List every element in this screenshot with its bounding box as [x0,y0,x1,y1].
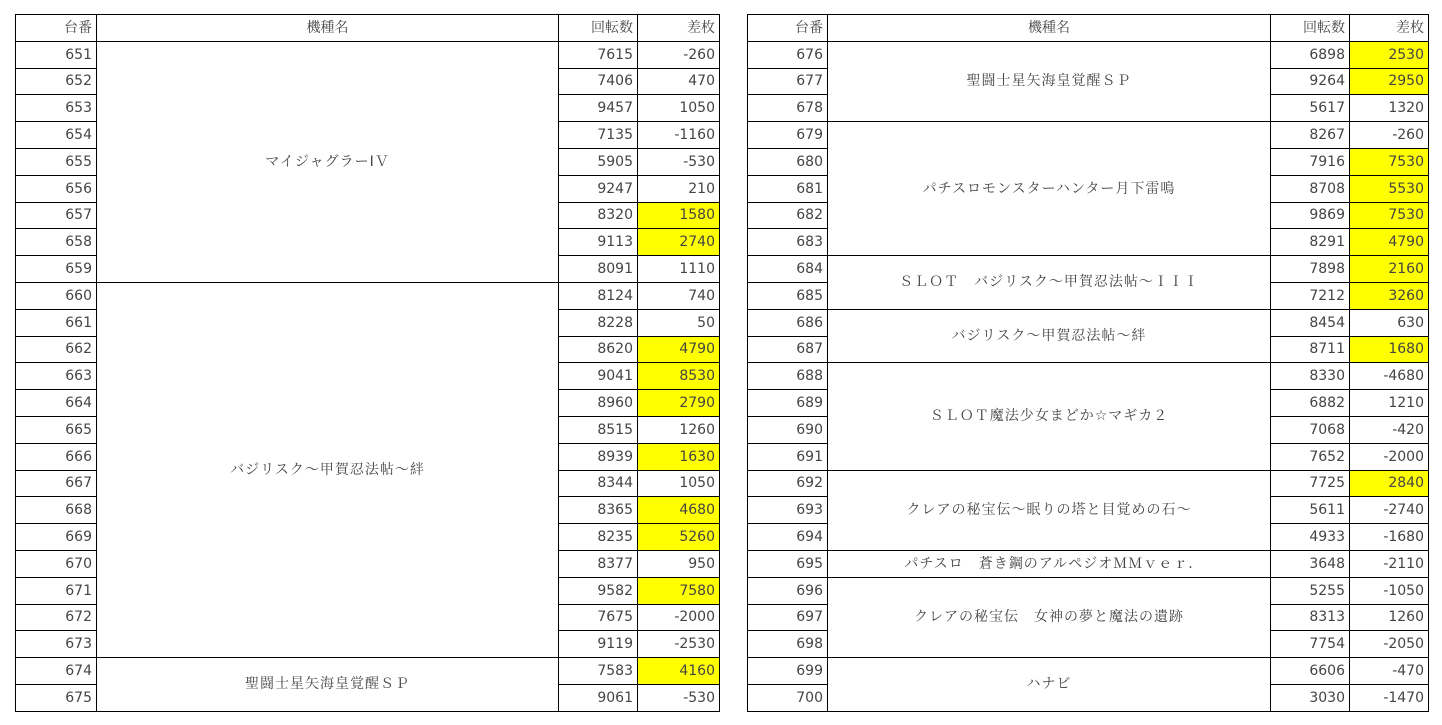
coin-diff-highlighted: 8530 [638,363,720,390]
coin-diff-highlighted: 2160 [1350,256,1429,283]
unit-header: 台番 [748,15,828,42]
diff-header: 差枚 [638,15,720,42]
spin-count: 7406 [559,68,638,95]
spin-count: 8267 [1271,122,1350,149]
spin-count: 9061 [559,684,638,711]
unit-number: 657 [16,202,97,229]
table-row [16,41,720,68]
unit-number: 674 [16,658,97,685]
spin-count: 8124 [559,282,638,309]
unit-number: 667 [16,470,97,497]
coin-diff-highlighted: 4790 [638,336,720,363]
table-row [748,363,1429,390]
unit-number: 697 [748,604,828,631]
spin-count: 5617 [1271,95,1350,122]
spin-count: 7583 [559,658,638,685]
coin-diff-highlighted: 1680 [1350,336,1429,363]
unit-number: 689 [748,390,828,417]
machine-name: ＳＬＯＴ バジリスク～甲賀忍法帖～ＩＩＩ [828,256,1271,310]
spin-count: 8620 [559,336,638,363]
coin-diff: -2530 [638,631,720,658]
spin-count: 8711 [1271,336,1350,363]
coin-diff-highlighted: 7530 [1350,202,1429,229]
spin-count: 8365 [559,497,638,524]
spin-count: 6898 [1271,41,1350,68]
spin-count: 8313 [1271,604,1350,631]
spin-count: 9869 [1271,202,1350,229]
unit-number: 679 [748,122,828,149]
spin-count: 9247 [559,175,638,202]
spin-count: 7675 [559,604,638,631]
coin-diff-highlighted: 2740 [638,229,720,256]
spin-count: 8515 [559,416,638,443]
spin-count: 6882 [1271,390,1350,417]
unit-number: 658 [16,229,97,256]
machine-name: バジリスク～甲賀忍法帖～絆 [828,309,1271,363]
coin-diff: 1110 [638,256,720,283]
unit-number: 668 [16,497,97,524]
coin-diff-highlighted: 4680 [638,497,720,524]
unit-number: 663 [16,363,97,390]
coin-diff: -2000 [1350,443,1429,470]
spin-count: 3030 [1271,684,1350,711]
table-row [748,309,1429,336]
unit-number: 659 [16,256,97,283]
unit-number: 670 [16,550,97,577]
table-row [748,41,1429,68]
coin-diff-highlighted: 5260 [638,524,720,551]
spin-count: 8344 [559,470,638,497]
coin-diff-highlighted: 4790 [1350,229,1429,256]
spins-header: 回転数 [1271,15,1350,42]
coin-diff: -1470 [1350,684,1429,711]
unit-number: 661 [16,309,97,336]
unit-number: 666 [16,443,97,470]
table-row [748,658,1429,685]
unit-number: 686 [748,309,828,336]
unit-number: 682 [748,202,828,229]
coin-diff: 740 [638,282,720,309]
coin-diff: 50 [638,309,720,336]
machine-name: パチスロ 蒼き鋼のアルペジオＭＭｖｅｒ. [828,550,1271,577]
header-row [16,15,720,42]
coin-diff: -260 [638,41,720,68]
spin-count: 7754 [1271,631,1350,658]
coin-diff-highlighted: 5530 [1350,175,1429,202]
unit-number: 688 [748,363,828,390]
machine-name: ハナビ [828,658,1271,712]
coin-diff-highlighted: 7530 [1350,148,1429,175]
coin-diff: 210 [638,175,720,202]
spin-count: 5611 [1271,497,1350,524]
unit-number: 669 [16,524,97,551]
coin-diff: 1260 [1350,604,1429,631]
unit-number: 690 [748,416,828,443]
spin-count: 8708 [1271,175,1350,202]
spin-count: 6606 [1271,658,1350,685]
machine-name: 聖闘士星矢海皇覚醒ＳＰ [97,658,559,712]
coin-diff: 630 [1350,309,1429,336]
unit-number: 664 [16,390,97,417]
spin-count: 8320 [559,202,638,229]
coin-diff: 470 [638,68,720,95]
machine-name: 聖闘士星矢海皇覚醒ＳＰ [828,41,1271,121]
model-header: 機種名 [828,15,1271,42]
unit-number: 660 [16,282,97,309]
coin-diff: -2050 [1350,631,1429,658]
spin-count: 7068 [1271,416,1350,443]
machine-name: クレアの秘宝伝 女神の夢と魔法の遺跡 [828,577,1271,657]
coin-diff-highlighted: 1630 [638,443,720,470]
model-header: 機種名 [97,15,559,42]
unit-number: 655 [16,148,97,175]
coin-diff: 1050 [638,470,720,497]
machine-name: クレアの秘宝伝～眠りの塔と目覚めの石～ [828,470,1271,550]
table-row [748,256,1429,283]
coin-diff: -1050 [1350,577,1429,604]
spin-count: 7652 [1271,443,1350,470]
spin-count: 7212 [1271,282,1350,309]
spin-count: 7898 [1271,256,1350,283]
coin-diff-highlighted: 2530 [1350,41,1429,68]
machine-name: バジリスク～甲賀忍法帖～絆 [97,282,559,657]
spin-count: 5255 [1271,577,1350,604]
spin-count: 3648 [1271,550,1350,577]
unit-number: 653 [16,95,97,122]
unit-number: 665 [16,416,97,443]
right-data-table [747,14,1429,712]
spin-count: 8235 [559,524,638,551]
coin-diff: 1050 [638,95,720,122]
table-row [748,122,1429,149]
coin-diff: -2110 [1350,550,1429,577]
diff-header: 差枚 [1350,15,1429,42]
machine-name: パチスロモンスターハンター月下雷鳴 [828,122,1271,256]
spin-count: 8091 [559,256,638,283]
coin-diff-highlighted: 2950 [1350,68,1429,95]
coin-diff: -1160 [638,122,720,149]
coin-diff: 1320 [1350,95,1429,122]
table-row [748,550,1429,577]
spin-count: 7135 [559,122,638,149]
spin-count: 8291 [1271,229,1350,256]
unit-number: 681 [748,175,828,202]
unit-number: 691 [748,443,828,470]
unit-number: 692 [748,470,828,497]
spin-count: 8960 [559,390,638,417]
unit-number: 695 [748,550,828,577]
spin-count: 8377 [559,550,638,577]
coin-diff: -530 [638,148,720,175]
spin-count: 8228 [559,309,638,336]
coin-diff: 1210 [1350,390,1429,417]
unit-number: 696 [748,577,828,604]
machine-name: ＳＬＯＴ魔法少女まどか☆マギカ２ [828,363,1271,470]
coin-diff: 1260 [638,416,720,443]
spin-count: 7725 [1271,470,1350,497]
table-row [748,470,1429,497]
spin-count: 9264 [1271,68,1350,95]
coin-diff: -2740 [1350,497,1429,524]
coin-diff-highlighted: 2840 [1350,470,1429,497]
header-row [748,15,1429,42]
unit-number: 654 [16,122,97,149]
coin-diff-highlighted: 7580 [638,577,720,604]
unit-number: 683 [748,229,828,256]
spin-count: 8939 [559,443,638,470]
unit-header: 台番 [16,15,97,42]
machine-name: マイジャグラーⅠＶ [97,41,559,282]
spin-count: 7916 [1271,148,1350,175]
unit-number: 699 [748,658,828,685]
coin-diff: -530 [638,684,720,711]
unit-number: 694 [748,524,828,551]
coin-diff: -260 [1350,122,1429,149]
coin-diff: -420 [1350,416,1429,443]
coin-diff-highlighted: 4160 [638,658,720,685]
spin-count: 5905 [559,148,638,175]
table-row [16,282,720,309]
coin-diff: -4680 [1350,363,1429,390]
unit-number: 656 [16,175,97,202]
spin-count: 8454 [1271,309,1350,336]
unit-number: 687 [748,336,828,363]
unit-number: 678 [748,95,828,122]
unit-number: 662 [16,336,97,363]
left-data-table [15,14,720,712]
unit-number: 651 [16,41,97,68]
coin-diff: -1680 [1350,524,1429,551]
unit-number: 676 [748,41,828,68]
table-row [16,658,720,685]
unit-number: 677 [748,68,828,95]
unit-number: 675 [16,684,97,711]
table-row [748,577,1429,604]
coin-diff-highlighted: 2790 [638,390,720,417]
spin-count: 4933 [1271,524,1350,551]
spin-count: 8330 [1271,363,1350,390]
spins-header: 回転数 [559,15,638,42]
unit-number: 685 [748,282,828,309]
coin-diff-highlighted: 1580 [638,202,720,229]
unit-number: 684 [748,256,828,283]
unit-number: 671 [16,577,97,604]
unit-number: 672 [16,604,97,631]
unit-number: 652 [16,68,97,95]
coin-diff: -470 [1350,658,1429,685]
spin-count: 9113 [559,229,638,256]
coin-diff-highlighted: 3260 [1350,282,1429,309]
spin-count: 9041 [559,363,638,390]
unit-number: 698 [748,631,828,658]
unit-number: 673 [16,631,97,658]
spin-count: 9582 [559,577,638,604]
unit-number: 680 [748,148,828,175]
coin-diff: 950 [638,550,720,577]
spin-count: 9119 [559,631,638,658]
spin-count: 9457 [559,95,638,122]
coin-diff: -2000 [638,604,720,631]
unit-number: 700 [748,684,828,711]
unit-number: 693 [748,497,828,524]
spin-count: 7615 [559,41,638,68]
